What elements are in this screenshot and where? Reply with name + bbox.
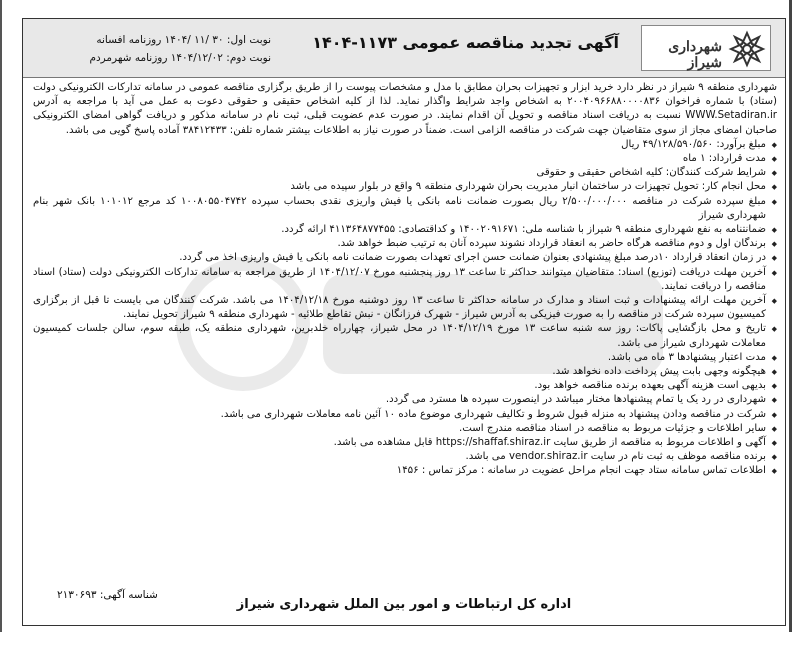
intro-paragraph: شهرداری منطقه ۹ شیراز در نظر دارد خرید ابزار و تجهیزات بحران مطابق با مدل و مشخصات پیوست را از طریق برگزاری مناقصه عمومی در سامانه تدارکات الکترونیکی دولت (ستاد) با شماره فراخوان ۲۰۰۴۰۹۶۶۸۸۰۰۰۰۸۳۶ به اشخاص واجد شرایط واگذار نماید. لذا از کلیه اشخاص حقیقی و حقوقی دعوت به عمل می آید با مراجعه به آدرس WWW.Setadiran.ir نسبت به دریافت اسناد مناقصه و تحویل آن اقدام نمایند. در صورت عدم عضویت قبلی، ثبت نام در سامانه مذکور و دریافت گواهی امضای الکترونیکی صاحبان امضای مجاز از سوی متقاضیان جهت شرکت در مناقصه الزامی است. ضمناً در صورت نیاز به اطلاعات بیشتر شماره تلفن: ۳۸۴۱۲۴۳۳ آماده پاسخ گویی می باشد.	[33, 82, 778, 136]
list-item: ◆ محل انجام کار: تحویل تجهیزات در ساختمان انبار مدیریت بحران شهرداری منطقه ۹ واقع در بلوار سپیده می باشد	[33, 180, 777, 194]
flower-logo-icon	[728, 30, 766, 68]
notice-frame	[22, 18, 786, 626]
list-item: ◆ مبلغ برآورد: ۴۹/۱۲۸/۵۹۰/۵۶۰ ریال	[33, 138, 777, 152]
page-edge-left	[0, 0, 2, 632]
list-item: ◆ ضمانتنامه به نفع شهرداری منطقه ۹ شیراز با شناسه ملی: ۱۴۰۰۲۰۹۱۶۷۱ و کداقتصادی: ۴۱۱۳۶۴۸۷۷۴۵۵ ارائه گردد.	[33, 223, 777, 237]
list-item: ◆ برنده مناقصه موظف به ثبت نام در سایت vendor.shiraz.ir می باشد.	[33, 450, 777, 464]
list-item: ◆ بدیهی است هزینه آگهی بعهده برنده مناقصه خواهد بود.	[33, 379, 777, 393]
list-item: ◆ شهرداری در رد یک یا تمام پیشنهادها مختار میباشد در اینصورت سپرده ها مسترد می گردد.	[33, 393, 777, 407]
conditions-list	[33, 138, 777, 479]
list-item: ◆ آخرین مهلت دریافت (توزیع) اسناد: متقاضیان میتوانند حداکثر تا ساعت ۱۳ روز پنجشنبه مورخ ۱۴۰۴/۱۲/۰۷ از طریق مراجعه به سامانه تدارکات الکترونیکی دولت (ستاد) اسناد مناقصه را دریافت نمایند.	[33, 266, 777, 294]
list-item: ◆ هیچگونه وجهی بابت پیش پرداخت داده نخواهد شد.	[33, 365, 777, 379]
page-edge-right	[789, 0, 792, 632]
list-item: ◆ تاریخ و محل بازگشایی پاکات: روز سه شنبه ساعت ۱۳ مورخ ۱۴۰۴/۱۲/۱۹ در محل شیراز، چهارراه خلدبرین، شهرداری منطقه یک، طبقه سوم، سالن جلسات کمیسیون معاملات شهرداری شیراز می باشد.	[33, 322, 777, 350]
logo-text: شهرداری شیراز	[668, 39, 722, 71]
publication-dates	[51, 31, 271, 67]
list-item: ◆ مدت قرارداد: ۱ ماه	[33, 152, 777, 166]
notice-id: شناسه آگهی: ۲۱۳۰۶۹۳	[57, 589, 158, 601]
list-item: ◆ سایر اطلاعات و جزئیات مربوط به مناقصه در اسناد مناقصه مندرج است.	[33, 422, 777, 436]
list-item: ◆ در زمان انعقاد قرارداد ۱۰درصد مبلغ پیشنهادی بعنوان ضمانت حسن اجرای تعهدات بصورت ضمانت نامه بانکی یا فیش واریزی اخذ می گردد.	[33, 251, 777, 265]
list-item: ◆ مبلغ سپرده شرکت در مناقصه ۲/۵۰۰/۰۰۰/۰۰۰ ریال بصورت ضمانت نامه بانکی یا فیش واریزی نقدی بحساب سپرده ۱۰۰۸۰۵۵۰۴۷۴۲ کد مرجع ۱۰۱۰۱۲ بانک شهر بنام شهرداری شیراز	[33, 195, 777, 223]
notice-body	[33, 81, 777, 479]
list-item: ◆ برندگان اول و دوم مناقصه هرگاه حاضر به انعقاد قرارداد نشوند سپرده آنان به ترتیب ضبط خواهد شد.	[33, 237, 777, 251]
signature-line: اداره کل ارتباطات و امور بین الملل شهرداری شیراز	[236, 597, 572, 612]
list-item: ◆ شرکت در مناقصه ودادن پیشنهاد به منزله قبول شروط و تکالیف شهرداری موضوع ماده ۱۰ آئین نامه معاملات شهرداری می باشد.	[33, 408, 777, 422]
list-item: ◆ اطلاعات تماس سامانه ستاد جهت انجام مراحل عضویت در سامانه : مرکز تماس : ۱۴۵۶	[33, 464, 777, 478]
notice-title: آگهی تجدید مناقصه عمومی ۱۱۷۳-۱۴۰۴	[312, 33, 619, 52]
municipality-logo	[641, 25, 771, 71]
list-item: ◆ آگهی و اطلاعات مربوط به مناقصه از طریق سایت https://shaffaf.shiraz.ir قابل مشاهده می باشد.	[33, 436, 777, 450]
list-item: ◆ آخرین مهلت ارائه پیشنهادات و ثبت اسناد و مدارک در سامانه حداکثر تا ساعت ۱۳ روز دوشنبه مورخ ۱۴۰۴/۱۲/۱۸ می باشد. شرکت کنندگان می بایست تا قبل از برگزاری کمیسیون سپرده شرکت در مناقصه را به صورت فیزیکی به آدرس شیراز - شهرک فرزانگان - نبش تقاطع طلائیه - شهرداری منطقه ۹ شیراز تحویل نمایند.	[33, 294, 777, 322]
list-item: ◆ مدت اعتبار پیشنهادها ۳ ماه می باشد.	[33, 351, 777, 365]
date-second: نوبت دوم: ۱۴۰۴/۱۲/۰۲ روزنامه شهرمردم	[89, 52, 271, 64]
list-item: ◆ شرایط شرکت کنندگان: کلیه اشخاص حقیقی و حقوقی	[33, 166, 777, 180]
date-first: نوبت اول: ۳۰ /۱۱ /۱۴۰۴ روزنامه افسانه	[96, 34, 271, 46]
notice-header	[23, 19, 785, 78]
